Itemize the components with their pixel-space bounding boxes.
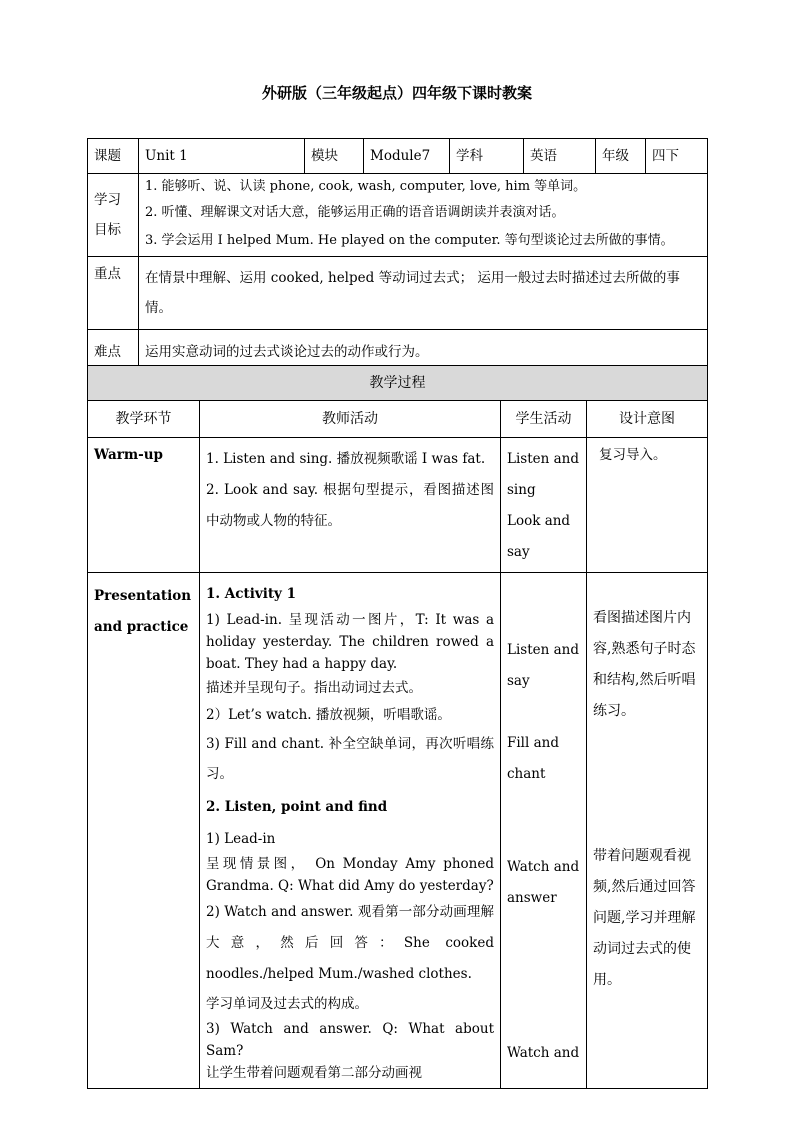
- section-title: 教学过程: [88, 366, 708, 401]
- activity-step: 让学生带着问题观看第二部分动画视: [206, 1065, 422, 1081]
- difficulty-text: 运用实意动词的过去式谈论过去的动作或行为。: [139, 330, 708, 375]
- subject-value: 英语: [524, 139, 596, 174]
- difficulty-label: 难点: [88, 330, 139, 375]
- student-activity: Watch and: [507, 1045, 580, 1061]
- stage-presentation: Presentation and practice: [88, 573, 200, 1089]
- activity-title: 2. Listen, point and find: [206, 799, 388, 815]
- warmup-step: 1. Listen and sing. 播放视频歌谣 I was fat.: [206, 451, 486, 467]
- topic-value: Unit 1: [139, 139, 305, 174]
- activity-step: 2) Watch and answer. 观看第一部分动画理解大意，然后回答：She cooked noodles./helped Mum./washed clothes.: [206, 904, 494, 982]
- activity-step: 3) Watch and answer. Q: What about Sam?: [206, 1021, 494, 1059]
- activity-step: 学习单词及过去式的构成。: [206, 996, 368, 1012]
- activity-step: 描述并呈现句子。指出动词过去式。: [206, 680, 422, 696]
- presentation-student: [501, 573, 587, 1089]
- student-activity: Fill and chant: [507, 735, 559, 782]
- activity-step: 1) Lead-in. 呈现活动一图片，T: It was a holiday yesterday. The children rowed a boat. They had a happy day.: [206, 612, 494, 672]
- activity-step: 1) Lead-in: [206, 831, 276, 847]
- warmup-intent: 复习导入。: [587, 438, 708, 573]
- warmup-student: [501, 438, 587, 573]
- goals-list: [139, 174, 708, 257]
- design-intent: 带着问题观看视频,然后通过回答问题,学习并理解动词过去式的使用。: [593, 848, 696, 988]
- topic-label: 课题: [88, 139, 139, 174]
- student-activity: Look and say: [507, 513, 571, 560]
- student-activity: Listen and say: [507, 642, 579, 689]
- warmup-step: 2. Look and say. 根据句型提示，看图描述图中动物或人物的特征。: [206, 482, 494, 529]
- activity-title: 1. Activity 1: [206, 586, 296, 602]
- header-stage: 教学环节: [88, 401, 200, 438]
- module-label: 模块: [305, 139, 364, 174]
- grade-value: 四下: [646, 139, 708, 174]
- stage-warmup: Warm-up: [88, 438, 200, 573]
- lesson-info-table: [87, 138, 708, 375]
- key-label: 重点: [88, 257, 139, 330]
- presentation-intent: [587, 573, 708, 1089]
- activity-step: 2）Let’s watch. 播放视频，听唱歌谣。: [206, 707, 451, 723]
- header-teacher: 教师活动: [200, 401, 501, 438]
- goal-item: 2. 听懂、理解课文对话大意，能够运用正确的语音语调朗读并表演对话。: [145, 205, 565, 220]
- goal-item: 3. 学会运用 I helped Mum. He played on the computer. 等句型谈论过去所做的事情。: [145, 233, 674, 248]
- warmup-teacher: [200, 438, 501, 573]
- student-activity: Watch and answer: [507, 859, 580, 906]
- header-intent: 设计意图: [587, 401, 708, 438]
- activity-step: 3) Fill and chant. 补全空缺单词，再次听唱练习。: [206, 736, 494, 782]
- student-activity: Listen and sing: [507, 451, 579, 498]
- header-student: 学生活动: [501, 401, 587, 438]
- key-text: 在情景中理解、运用 cooked, helped 等动词过去式； 运用一般过去时描述过去所做的事情。: [139, 257, 708, 330]
- teaching-process-table: [87, 365, 708, 1089]
- grade-label: 年级: [596, 139, 646, 174]
- presentation-teacher: [200, 573, 501, 1089]
- module-value: Module7: [364, 139, 450, 174]
- goals-label: 学习目标: [88, 174, 139, 257]
- subject-label: 学科: [450, 139, 524, 174]
- goal-item: 1. 能够听、说、认读 phone, cook, wash, computer, love, him 等单词。: [145, 179, 587, 194]
- document-title: 外研版（三年级起点）四年级下课时教案: [261, 84, 532, 102]
- design-intent: 看图描述图片内容,熟悉句子时态和结构,然后听唱练习。: [593, 610, 696, 719]
- activity-step: 呈现情景图， On Monday Amy phoned Grandma. Q: What did Amy do yesterday?: [206, 856, 494, 894]
